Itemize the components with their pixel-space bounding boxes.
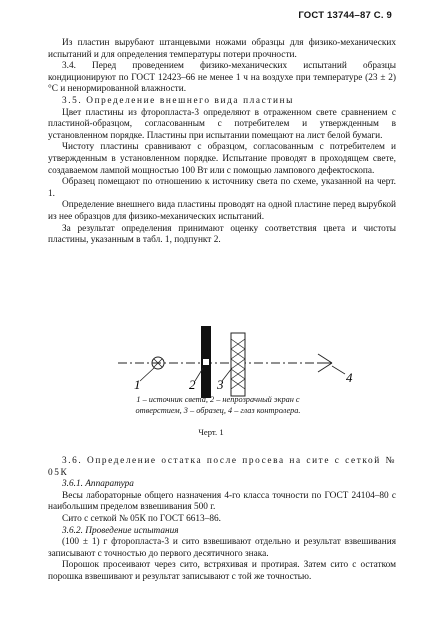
paragraph: Весы лабораторные общего назначения 4-го класса точности по ГОСТ 24104–80 с наибольшим пределом взвешивания 500 г. bbox=[48, 490, 396, 513]
screen-aperture bbox=[203, 359, 209, 365]
paragraph: Определение внешнего вида пластины проводят на одной пластине перед вырубкой из нее образцов для физико-механических испытаний. bbox=[48, 200, 396, 222]
eye-icon bbox=[318, 354, 332, 372]
subsection-heading: 3.6.1. Аппаратура bbox=[62, 479, 134, 490]
paragraph: 3.4. Перед проведением физико-механических испытаний образцы кондиционируют по ГОСТ 12423–66 не менее 1 ч на воздухе при температуре (23 ± 2) °С и ненормированной влажности. bbox=[48, 61, 396, 95]
paragraph: Образец помещают по отношению к источнику света по схеме, указанной на черт. 1. bbox=[48, 177, 396, 199]
text-block-bottom bbox=[48, 456, 396, 584]
paragraph: Чистоту пластины сравнивают с образцом, согласованным с потребителем и утвержденным в установленном порядке. Испытание проводят в проходящем свете, создаваемом лампой мощностью 100 Вт или с помощью лампового дефектоскопа. bbox=[48, 142, 396, 176]
figure-label-4: 4 bbox=[346, 370, 353, 385]
page-header: ГОСТ 13744–87 С. 9 bbox=[298, 10, 392, 21]
figure-number: Черт. 1 bbox=[198, 427, 224, 437]
section-heading: 3.6. Определение остатка после просева на сите с сеткой № 05К bbox=[48, 456, 396, 478]
section-heading: 3.5. Определение внешнего вида пластины bbox=[62, 95, 295, 106]
leader-line bbox=[332, 366, 345, 374]
subsection-heading: 3.6.2. Проведение испытания bbox=[62, 525, 179, 536]
paragraph: За результат определения принимают оценку соответствия цвета и чистоты пластины, указанным в табл. 1, подпункт 2. bbox=[48, 223, 396, 246]
sample-plate bbox=[231, 333, 245, 396]
paragraph: Сито с сеткой № 05К по ГОСТ 6613–86. bbox=[62, 513, 221, 524]
paragraph: Цвет пластины из фторопласта-3 определяют в отраженном свете сравнением с пластиной-образцом, согласованным с потребителем и утвержденным в установленном порядке. Пластины при испытании помещают на лист белой бумаги. bbox=[48, 107, 396, 141]
figure-caption: 1 – источник света, 2 – непрозрачный экран с отверстием, 3 – образец, 4 – глаз контролера. bbox=[135, 395, 301, 415]
figure-label-3: 3 bbox=[217, 377, 224, 392]
paragraph: Из пластин вырубают штанцевыми ножами образцы для физико-механических испытаний и для определения температуры потери прочности. bbox=[48, 38, 396, 60]
leader-line bbox=[140, 368, 154, 381]
paragraph: Порошок просеивают через сито, встряхивая и протирая. Затем сито с остатком порошка взвешивают и результат записывают с той же точностью. bbox=[48, 560, 396, 582]
figure-label-1: 1 bbox=[134, 377, 141, 392]
paragraph: (100 ± 1) г фторопласта-3 и сито взвешивают отдельно и результат взвешивания записывают с точностью до первого десятичного знака. bbox=[48, 537, 396, 559]
figure-label-2: 2 bbox=[189, 377, 196, 392]
